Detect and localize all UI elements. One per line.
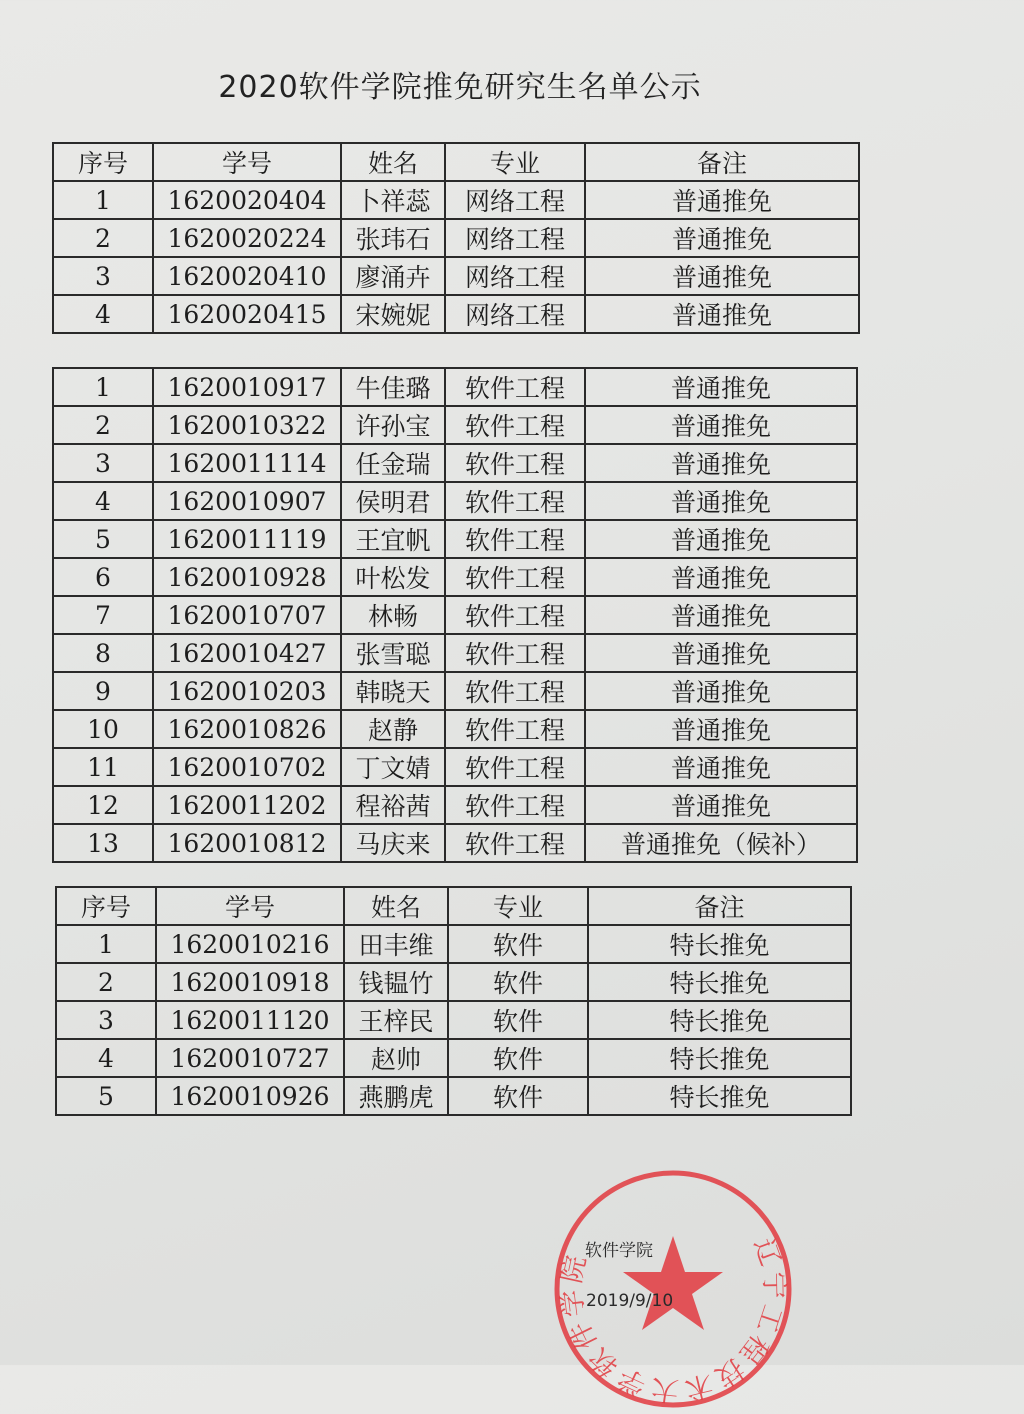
- cell-remark: 普通推免: [585, 710, 857, 748]
- cell-remark: 特长推免: [588, 1039, 851, 1077]
- cell-major: 软件工程: [445, 786, 585, 824]
- cell-name: 张雪聪: [341, 634, 445, 672]
- cell-index: 3: [53, 444, 153, 482]
- cell-major: 软件工程: [445, 748, 585, 786]
- header-row: [56, 887, 851, 925]
- cell-index: 10: [53, 710, 153, 748]
- cell-remark: 备注: [588, 887, 851, 925]
- cell-remark: 普通推免: [585, 596, 857, 634]
- cell-remark: 普通推免: [585, 634, 857, 672]
- network-engineering-table: [52, 142, 860, 334]
- table-row: [56, 925, 851, 963]
- cell-index: 5: [53, 520, 153, 558]
- cell-name: 张玮石: [341, 219, 445, 257]
- cell-index: 11: [53, 748, 153, 786]
- cell-major: 专业: [448, 887, 588, 925]
- cell-remark: 特长推免: [588, 1077, 851, 1115]
- cell-index: 序号: [56, 887, 156, 925]
- cell-index: 序号: [53, 143, 153, 181]
- cell-major: 网络工程: [445, 181, 585, 219]
- seal-ring-text: 辽宁工程技术大学软件学院: [555, 1234, 790, 1406]
- table-row: [53, 786, 857, 824]
- cell-student-id: 1620020410: [153, 257, 341, 295]
- cell-remark: 备注: [585, 143, 859, 181]
- cell-name: 韩晓天: [341, 672, 445, 710]
- cell-name: 廖涌卉: [341, 257, 445, 295]
- table-row: [53, 520, 857, 558]
- cell-student-id: 1620011202: [153, 786, 341, 824]
- cell-name: 赵帅: [344, 1039, 448, 1077]
- cell-student-id: 1620010926: [156, 1077, 344, 1115]
- cell-index: 8: [53, 634, 153, 672]
- cell-remark: 普通推免: [585, 406, 857, 444]
- cell-name: 赵静: [341, 710, 445, 748]
- cell-major: 软件工程: [445, 634, 585, 672]
- cell-index: 7: [53, 596, 153, 634]
- cell-major: 软件工程: [445, 444, 585, 482]
- cell-student-id: 1620010203: [153, 672, 341, 710]
- cell-major: 软件工程: [445, 482, 585, 520]
- cell-student-id: 1620010727: [156, 1039, 344, 1077]
- page-title: 2020软件学院推免研究生名单公示: [218, 70, 702, 105]
- cell-remark: 普通推免: [585, 672, 857, 710]
- cell-major: 软件工程: [445, 558, 585, 596]
- cell-major: 软件工程: [445, 520, 585, 558]
- cell-index: 1: [53, 181, 153, 219]
- cell-index: 1: [56, 925, 156, 963]
- cell-major: 软件工程: [445, 406, 585, 444]
- cell-index: 5: [56, 1077, 156, 1115]
- cell-student-id: 1620010918: [156, 963, 344, 1001]
- table-row: [53, 295, 859, 333]
- cell-student-id: 1620010907: [153, 482, 341, 520]
- table-row: [53, 824, 857, 862]
- cell-major: 专业: [445, 143, 585, 181]
- cell-name: 姓名: [344, 887, 448, 925]
- cell-index: 3: [53, 257, 153, 295]
- table-row: [53, 558, 857, 596]
- cell-student-id: 1620011119: [153, 520, 341, 558]
- cell-remark: 普通推免: [585, 482, 857, 520]
- cell-name: 钱韫竹: [344, 963, 448, 1001]
- cell-name: 燕鹏虎: [344, 1077, 448, 1115]
- cell-student-id: 1620010427: [153, 634, 341, 672]
- cell-index: 2: [53, 406, 153, 444]
- special-talent-table: [55, 886, 852, 1116]
- software-engineering-table: [52, 367, 858, 863]
- cell-remark: 普通推免: [585, 444, 857, 482]
- cell-index: 4: [53, 482, 153, 520]
- cell-remark: 特长推免: [588, 925, 851, 963]
- table-row: [53, 257, 859, 295]
- cell-remark: 普通推免: [585, 219, 859, 257]
- cell-major: 软件: [448, 925, 588, 963]
- cell-index: 2: [53, 219, 153, 257]
- cell-index: 4: [53, 295, 153, 333]
- cell-name: 马庆来: [341, 824, 445, 862]
- cell-name: 宋婉妮: [341, 295, 445, 333]
- cell-major: 软件: [448, 963, 588, 1001]
- cell-name: 程裕茜: [341, 786, 445, 824]
- cell-student-id: 1620011114: [153, 444, 341, 482]
- cell-major: 网络工程: [445, 295, 585, 333]
- cell-student-id: 1620010322: [153, 406, 341, 444]
- cell-name: 姓名: [341, 143, 445, 181]
- cell-major: 软件工程: [445, 672, 585, 710]
- cell-major: 软件: [448, 1039, 588, 1077]
- cell-remark: 特长推免: [588, 1001, 851, 1039]
- cell-student-id: 1620010917: [153, 368, 341, 406]
- table-row: [53, 406, 857, 444]
- table-row: [53, 368, 857, 406]
- table-row: [53, 634, 857, 672]
- stamp-date: 2019/9/10: [586, 1291, 674, 1311]
- cell-index: 9: [53, 672, 153, 710]
- cell-remark: 普通推免: [585, 786, 857, 824]
- table-row: [53, 748, 857, 786]
- table-row: [56, 1039, 851, 1077]
- table-row: [53, 710, 857, 748]
- cell-major: 网络工程: [445, 257, 585, 295]
- cell-index: 12: [53, 786, 153, 824]
- cell-name: 林畅: [341, 596, 445, 634]
- cell-major: 软件工程: [445, 824, 585, 862]
- cell-student-id: 1620010702: [153, 748, 341, 786]
- table-row: [56, 1001, 851, 1039]
- cell-student-id: 1620010812: [153, 824, 341, 862]
- cell-major: 软件: [448, 1001, 588, 1039]
- cell-name: 田丰维: [344, 925, 448, 963]
- cell-student-id: 1620011120: [156, 1001, 344, 1039]
- cell-name: 卜祥蕊: [341, 181, 445, 219]
- cell-name: 王梓民: [344, 1001, 448, 1039]
- cell-remark: 特长推免: [588, 963, 851, 1001]
- cell-index: 4: [56, 1039, 156, 1077]
- cell-index: 1: [53, 368, 153, 406]
- cell-student-id: 1620010826: [153, 710, 341, 748]
- cell-index: 13: [53, 824, 153, 862]
- table-row: [53, 482, 857, 520]
- cell-name: 任金瑞: [341, 444, 445, 482]
- cell-name: 侯明君: [341, 482, 445, 520]
- cell-remark: 普通推免（候补）: [585, 824, 857, 862]
- cell-major: 软件工程: [445, 596, 585, 634]
- cell-name: 牛佳璐: [341, 368, 445, 406]
- cell-index: 2: [56, 963, 156, 1001]
- cell-name: 叶松发: [341, 558, 445, 596]
- cell-major: 软件工程: [445, 710, 585, 748]
- table-row: [53, 672, 857, 710]
- cell-student-id: 1620020404: [153, 181, 341, 219]
- cell-student-id: 1620010707: [153, 596, 341, 634]
- cell-student-id: 1620010928: [153, 558, 341, 596]
- table-row: [53, 219, 859, 257]
- cell-student-id: 学号: [153, 143, 341, 181]
- cell-remark: 普通推免: [585, 558, 857, 596]
- cell-index: 6: [53, 558, 153, 596]
- table-row: [53, 596, 857, 634]
- cell-remark: 普通推免: [585, 257, 859, 295]
- cell-name: 许孙宝: [341, 406, 445, 444]
- header-row: [53, 143, 859, 181]
- cell-remark: 普通推免: [585, 520, 857, 558]
- table-row: [53, 444, 857, 482]
- table-row: [53, 181, 859, 219]
- cell-remark: 普通推免: [585, 295, 859, 333]
- cell-student-id: 1620010216: [156, 925, 344, 963]
- cell-name: 丁文婧: [341, 748, 445, 786]
- official-seal: [548, 1164, 798, 1414]
- cell-index: 3: [56, 1001, 156, 1039]
- stamp-label: 软件学院: [585, 1241, 653, 1261]
- cell-remark: 普通推免: [585, 748, 857, 786]
- cell-major: 软件: [448, 1077, 588, 1115]
- cell-student-id: 1620020224: [153, 219, 341, 257]
- cell-remark: 普通推免: [585, 368, 857, 406]
- cell-student-id: 1620020415: [153, 295, 341, 333]
- table-row: [56, 1077, 851, 1115]
- cell-major: 软件工程: [445, 368, 585, 406]
- cell-remark: 普通推免: [585, 181, 859, 219]
- cell-student-id: 学号: [156, 887, 344, 925]
- cell-major: 网络工程: [445, 219, 585, 257]
- cell-name: 王宜帆: [341, 520, 445, 558]
- table-row: [56, 963, 851, 1001]
